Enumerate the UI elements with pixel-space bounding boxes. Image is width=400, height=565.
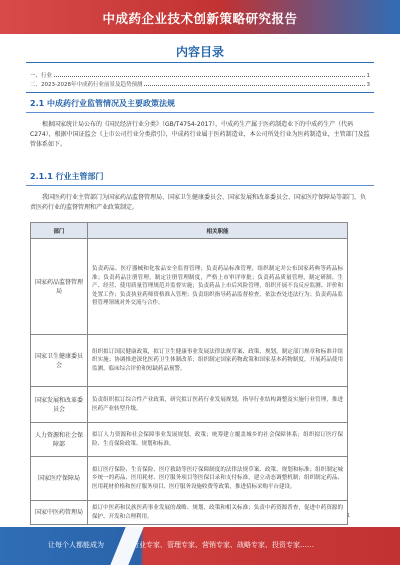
department-cell: 国家药品监督管理局 <box>31 239 88 335</box>
toc-item[interactable] <box>30 70 370 79</box>
footer-slogan-left: 让每个人都能成为 <box>48 541 104 549</box>
authority-table <box>30 222 348 525</box>
table-row <box>31 335 348 387</box>
function-cell: 组织拟订国民健康政策，拟订卫生健康事业发展法律法规草案、政策、规划，制定部门规章和标准并组织实施；协调推进深化医药卫生体制改革；组织制定国家药物政策和国家基本药物制度，开展药品使用监测、临床综合评价和短缺药品预警。 <box>88 335 348 387</box>
table-row <box>31 457 348 501</box>
department-cell: 国家中医药管理局 <box>31 501 88 525</box>
body-paragraph: 我国医药行业主管部门为国家药品监督管理局、国家卫生健康委员会、国家发展和改革委员会、国家医疗保障局等部门，负责医药行业的监督管理和产业政策制定。 <box>30 194 367 211</box>
table-row <box>31 423 348 457</box>
toc-leader <box>144 85 364 86</box>
table-row <box>31 501 348 525</box>
divider <box>26 62 374 63</box>
table-header-row <box>31 223 348 239</box>
footer-banner <box>0 527 400 565</box>
toc-item[interactable] <box>30 79 370 88</box>
department-cell: 人力资源和社会保障部 <box>31 423 88 457</box>
toc-item-page: 3 <box>366 82 370 88</box>
toc-item-label: 二、2023-2028年中成药行业前景及趋势预测 <box>30 82 143 88</box>
function-cell: 负责组织拟订综合性产业政策，研究拟订医药行业发展规划，指导行业结构调整及实施行业管理，推进医药产业转型升级。 <box>88 387 348 423</box>
subsection-heading: 2.1.1 行业主管部门 <box>30 172 104 181</box>
table-row <box>31 239 348 335</box>
body-paragraph: 根据国家统计局公布的《国民经济行业分类》（GB/T4754-2017），中成药生产属于医药制造业下的中成药生产（代码C274），根据中国证监会《上市公司行业分类指引》，中成药行业属于医药制造业，本公司所处行业为医药制造业，主管部门及监管体系如下。 <box>30 121 370 148</box>
toc-item-page: 1 <box>366 73 370 79</box>
table-of-contents <box>30 70 370 88</box>
divider <box>26 112 374 113</box>
page-number: 1 <box>346 513 350 519</box>
header-banner <box>0 0 400 34</box>
column-header: 相关职能 <box>88 223 348 239</box>
toc-title: 内容目录 <box>175 45 224 59</box>
section-heading: 2.1 中成药行业监管情况及主要政策法规 <box>30 99 175 108</box>
divider <box>26 92 374 93</box>
department-cell: 国家医疗保障局 <box>31 457 88 501</box>
footer-slogan-right: 行业专家、管理专家、营销专家、战略专家、投资专家…… <box>132 541 314 549</box>
toc-item-label: 一、行业 <box>30 73 53 79</box>
function-cell: 拟订中医药和民族医药事业发展的战略、规划、政策和相关标准；负责中药资源普查，促进中药资源的保护、开发和合理利用。 <box>88 501 348 525</box>
department-cell: 国家发展和改革委员会 <box>31 387 88 423</box>
toc-leader <box>54 76 364 77</box>
table-row <box>31 387 348 423</box>
function-cell: 拟订医疗保险、生育保险、医疗救助等医疗保障制度的法律法规草案、政策、规划和标准；组织制定城乡统一的药品、医用耗材、医疗服务项目等医保目录和支付标准，建立动态调整机制；组织制定药品、医用耗材价格和医疗服务项目、医疗服务设施收费等政策，推进招标采购平台建设。 <box>88 457 348 501</box>
column-header: 部门 <box>31 223 88 239</box>
divider <box>26 185 374 186</box>
function-cell: 拟订人力资源和社会保障事业发展规划、政策；统筹建立覆盖城乡的社会保障体系；组织拟订医疗保险、生育保险政策、规划和标准。 <box>88 423 348 457</box>
report-title: 中成药企业技术创新策略研究报告 <box>102 11 298 26</box>
department-cell: 国家卫生健康委员会 <box>31 335 88 387</box>
function-cell: 负责药品、医疗器械和化妆品安全监督管理；负责药品标准管理，组织制定并公布国家药典等药品标准；负责药品注册管理，制定注册管理制度，严格上市审评审批；负责药品质量管理，制定研制、生产、经营、使用质量管理规范并监督实施；负责药品上市后风险管理，组织开展不良反应监测、评价和处置工作；负责执业药师资格准入管理；负责组织指导药品监督检查，依法查处违法行为；负责药品监督管理领域对外交流与合作。 <box>88 239 348 335</box>
